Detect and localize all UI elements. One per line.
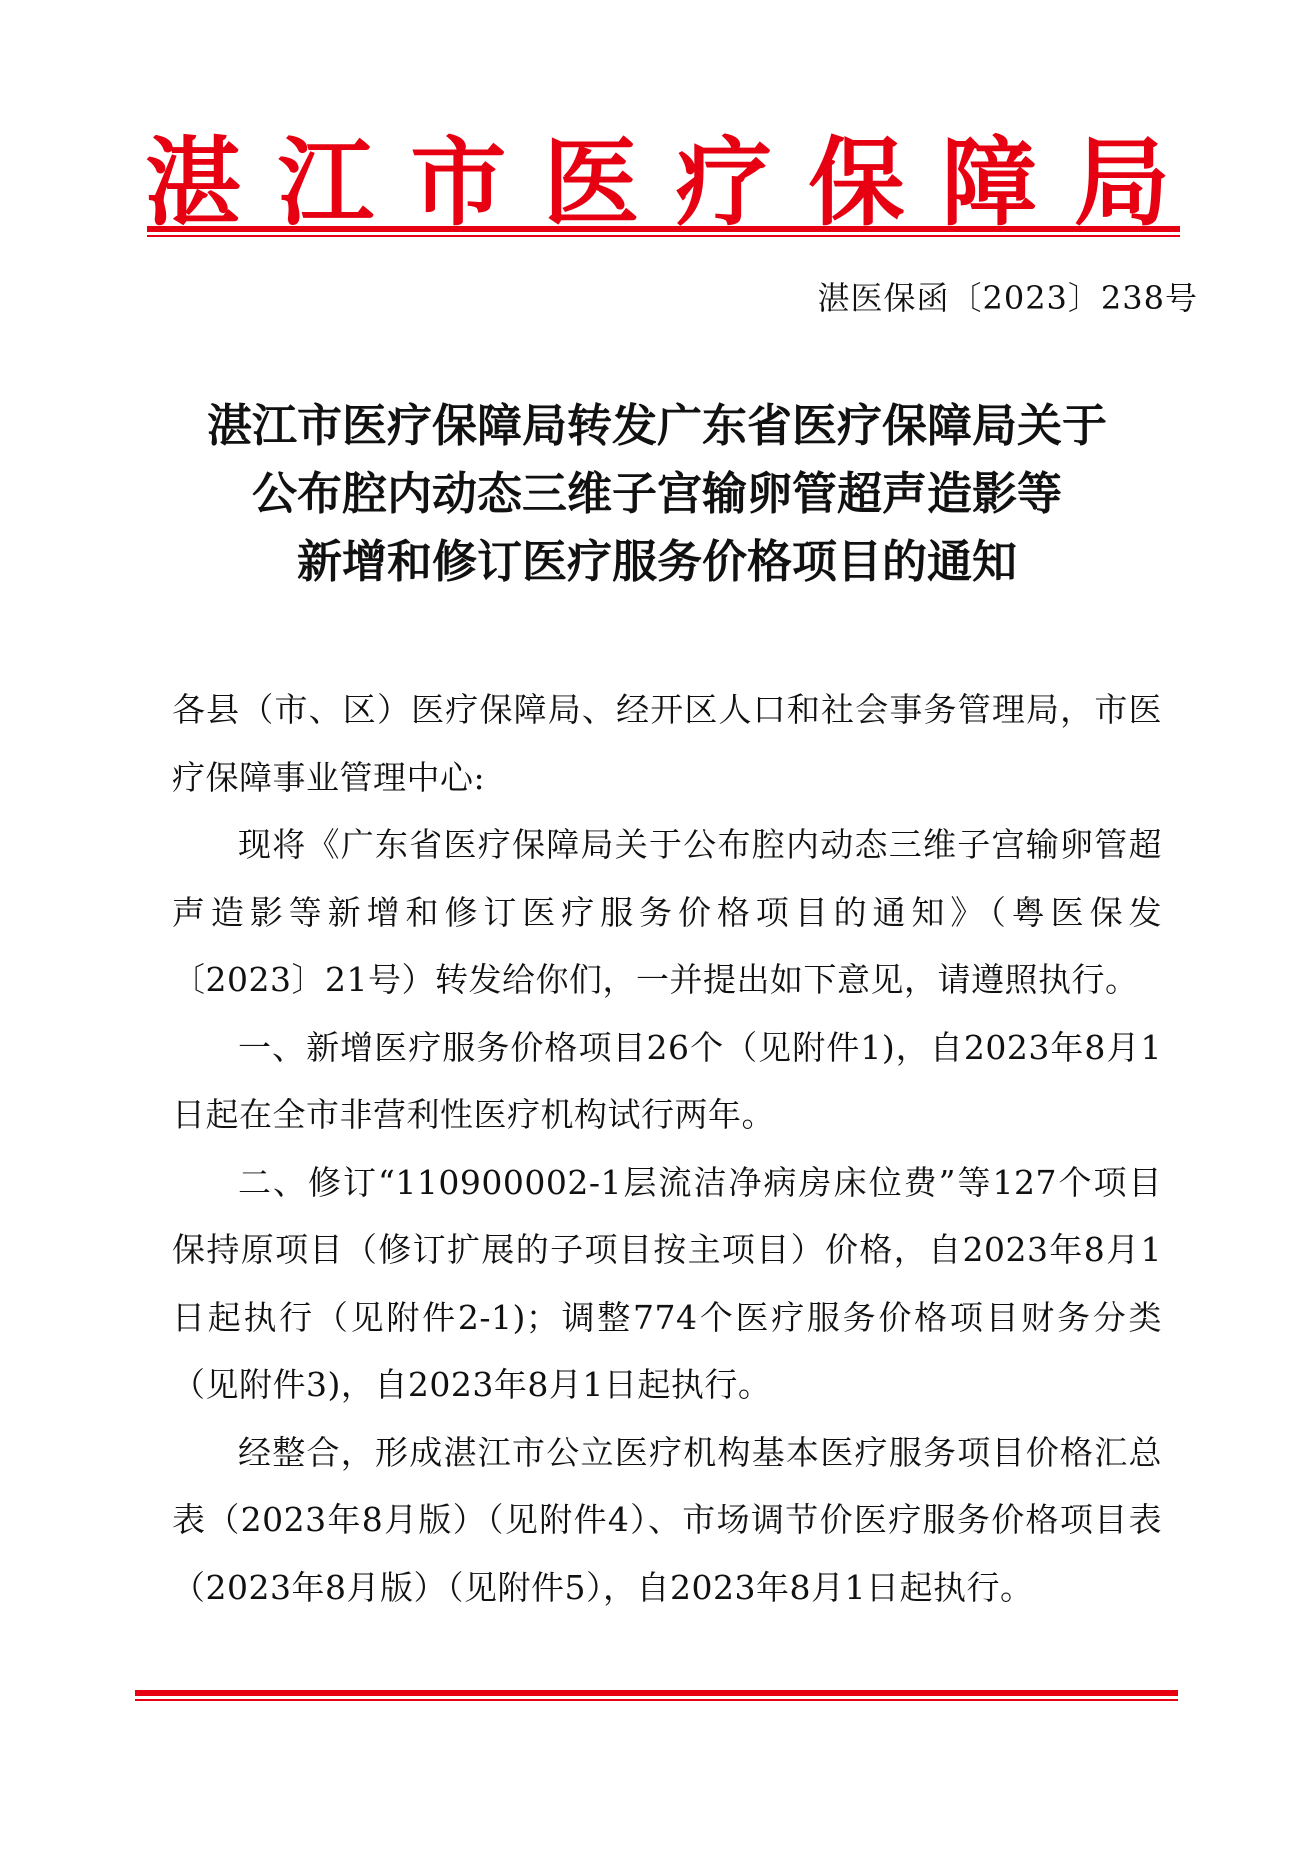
masthead-char: 湛 xyxy=(145,126,241,239)
body-paragraph: 一、新增医疗服务价格项目26个（见附件1)，自2023年8月1日起在全市非营利性医疗机构试行两年。 xyxy=(172,1027,1162,1134)
title-line: 湛江市医疗保障局转发广东省医疗保障局关于 xyxy=(206,399,1107,452)
body-paragraph: 二、修订“110900002-1层流洁净病房床位费”等127个项目保持原项目（修订扩展的子项目按主项目）价格，自2023年8月1日起执行（见附件2-1)；调整774个医疗服务价格项目财务分类（见附件3)，自2023年8月1日起执行。 xyxy=(172,1162,1162,1404)
body-paragraph: 经整合，形成湛江市公立医疗机构基本医疗服务项目价格汇总表（2023年8月版）（见附件4）、市场调节价医疗服务价格项目表（2023年8月版）（见附件5），自2023年8月1日起执行。 xyxy=(172,1432,1162,1607)
masthead-char: 疗 xyxy=(675,126,772,239)
masthead-char: 医 xyxy=(543,126,640,239)
body-paragraph: 现将《广东省医疗保障局关于公布腔内动态三维子宫输卵管超声造影等新增和修订医疗服务价格项目的通知》（粤医保发〔2023〕21号）转发给你们，一并提出如下意见，请遵照执行。 xyxy=(172,825,1162,999)
addressee: 各县（市、区）医疗保障局、经开区人口和社会事务管理局，市医疗保障事业管理中心: xyxy=(172,690,1162,797)
document-body xyxy=(172,676,1162,1621)
issuing-authority-masthead xyxy=(145,128,1170,238)
masthead-char: 市 xyxy=(410,126,507,239)
title-line: 公布腔内动态三维子宫输卵管超声造影等 xyxy=(251,467,1062,520)
title-line: 新增和修订医疗服务价格项目的通知 xyxy=(296,535,1017,588)
masthead-char: 障 xyxy=(941,126,1038,239)
document-number: 湛医保函〔2023〕238号 xyxy=(817,279,1198,317)
document-title xyxy=(150,392,1164,596)
masthead-char: 保 xyxy=(808,126,905,239)
masthead-red-rule xyxy=(147,226,1180,237)
footer-red-rule xyxy=(135,1690,1178,1701)
masthead-char: 局 xyxy=(1073,126,1170,239)
masthead-char: 江 xyxy=(277,126,374,239)
